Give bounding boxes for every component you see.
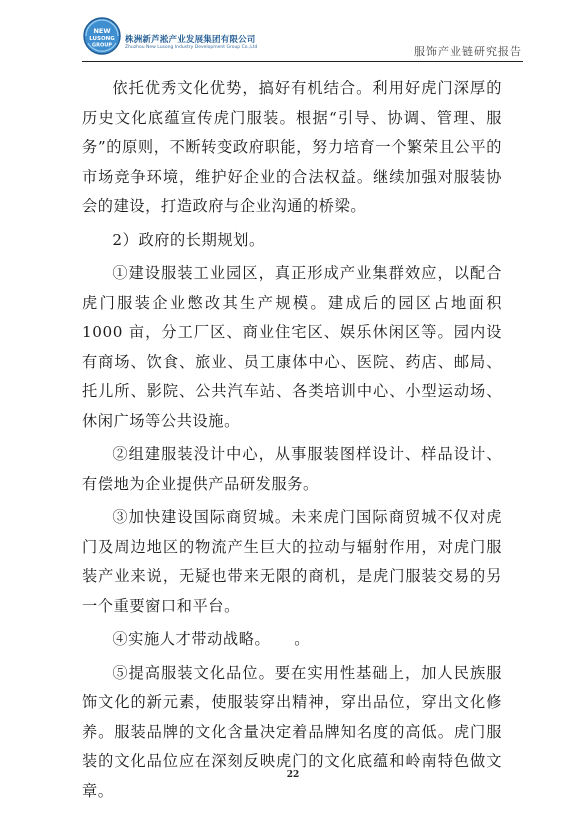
- body-paragraph: ②组建服装没计中心，从事服装图样设计、样品设计、有偿地为企业提供产品研发服务。: [82, 445, 502, 493]
- body-paragraph: ①建设服装工业园区，真正形成产业集群效应，以配合虎门服装企业憋改其生产规模。建成后的园区占地面积 1000 亩，分工厂区、商业住宅区、娱乐休闲区等。园内设有商场、饮食、旅业、员工康体中心、医院、药店、邮局、托儿所、影院、公共汽车站、各类培训中心、小型运动场、休闲广场等公共设施。: [82, 264, 502, 430]
- company-name-cn: 株洲新芦淞产业发展集团有限公司: [125, 35, 256, 45]
- svg-text:LUSONG: LUSONG: [89, 36, 115, 42]
- company-name-en: Zhuzhou New Lusong Industry Development Group Co.,Ltd: [125, 45, 258, 50]
- body-paragraph: ④实施人才带动战略。 。: [112, 630, 311, 648]
- body-paragraph: ③加快建设国际商贸城。未来虎门国际商贸城不仅对虎门及周边地区的物流产生巨大的拉动与辐射作用，对虎门服装产业来说，无疑也带来无限的商机，是虎门服装交易的另一个重要窗口和平台。: [82, 508, 502, 615]
- header-divider: [82, 61, 523, 62]
- section-heading: 2）政府的长期规划。: [112, 230, 265, 249]
- page-number: 22: [286, 770, 300, 780]
- svg-text:GROUP: GROUP: [92, 42, 112, 49]
- page-header: [82, 16, 522, 60]
- body-paragraph: ⑤提高服装文化品位。要在实用性基础上，加人民族服饰文化的新元素，使服装穿出精神，穿出品位，穿出文化修养。服装品牌的文化含量决定着品牌知名度的高低。虎门服装的文化品位应在深刻反映虎门的文化底蕴和岭南特色做文章。: [82, 663, 502, 800]
- body-paragraph: 依托优秀文化优势，搞好有机结合。利用好虎门深厚的历史文化底蕴宣传虎门服装。根据“引导、协调、管理、服务”的原则，不断转变政府职能，努力培育一个繁荣且公平的市场竞争环境，维护好企业的合法权益。继续加强对服装协会的建设，打造政府与企业沟通的桥梁。: [82, 79, 502, 215]
- company-logo-icon: [82, 16, 122, 56]
- page-body: [82, 74, 502, 806]
- svg-text:NEW: NEW: [93, 27, 111, 35]
- report-title: 服饰产业链研究报告: [414, 45, 522, 58]
